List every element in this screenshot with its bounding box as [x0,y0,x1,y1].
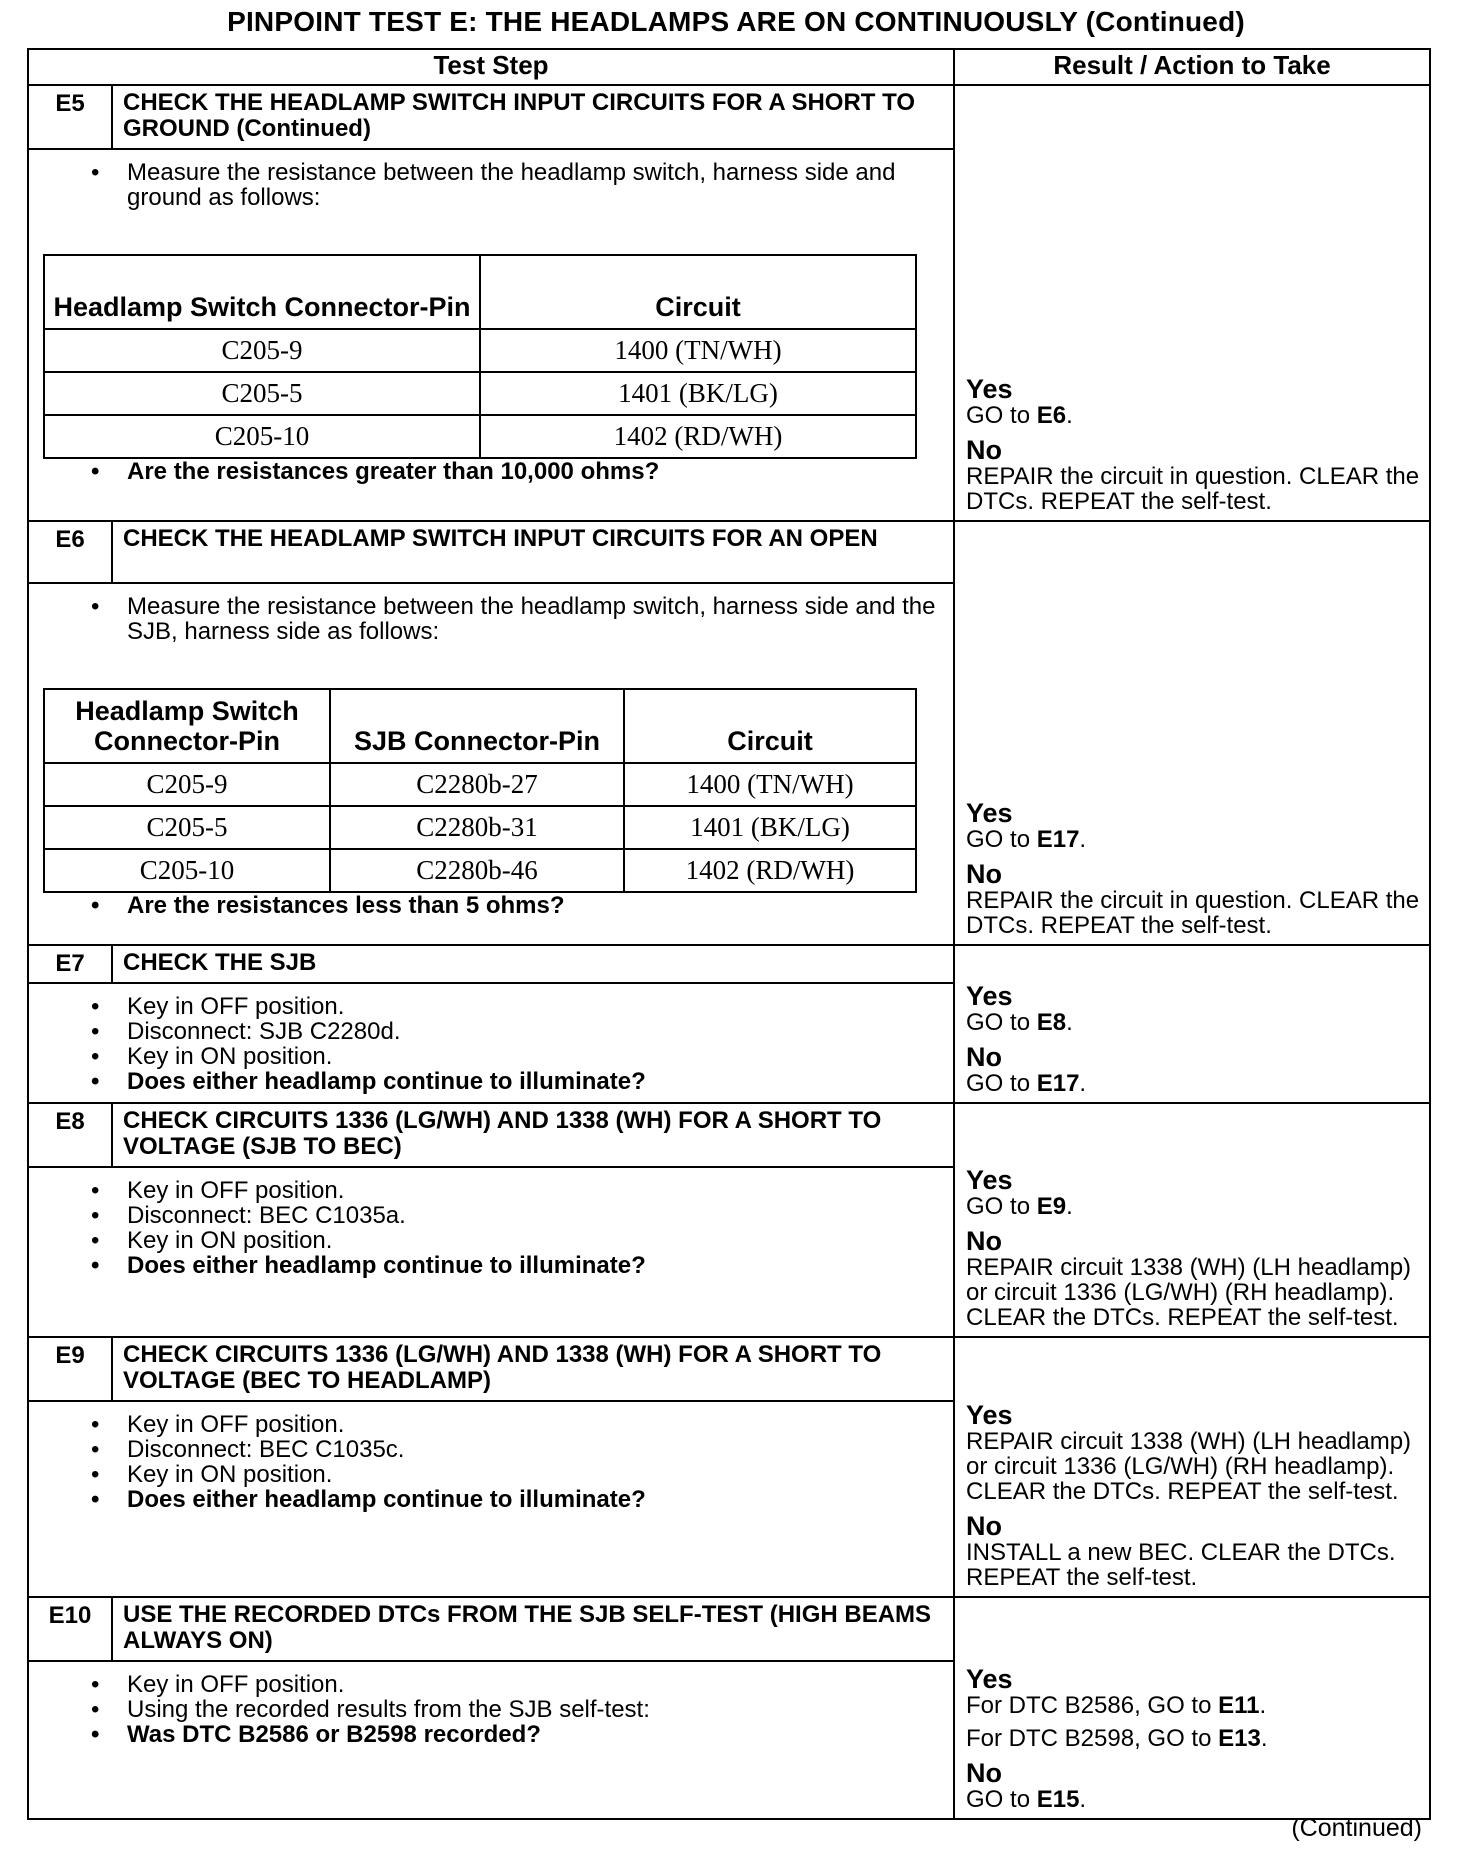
step-title: USE THE RECORDED DTCs FROM THE SJB SELF-TEST (HIGH BEAMS ALWAYS ON) [112,1597,954,1661]
table-cell: C205-5 [44,806,330,849]
step-e5-result: Yes GO to E6. No REPAIR the circuit in question. CLEAR the DTCs. REPEAT the self-test. [954,85,1430,521]
bullet-item: • Key in ON position. [127,1462,939,1487]
step-title: CHECK THE HEADLAMP SWITCH INPUT CIRCUITS FOR AN OPEN [112,521,954,583]
table-cell: 1402 (RD/WH) [624,849,916,892]
bullet-item: • Key in OFF position. [127,1412,939,1437]
question: • Does either headlamp continue to illuminate? [127,1487,939,1512]
yes-action-1: For DTC B2586, GO to [966,1692,1212,1719]
no-target: E17 [1036,1070,1080,1097]
bullet-item: • Key in OFF position. [127,994,939,1019]
table-cell: C205-9 [44,763,330,806]
yes-label: Yes [966,374,1013,404]
no-target: E15 [1036,1786,1080,1813]
yes-label: Yes [966,1165,1013,1195]
test-step-header: Test Step [28,49,954,85]
page-title: PINPOINT TEST E: THE HEADLAMPS ARE ON CONTINUOUSLY (Continued) [227,6,1245,37]
step-e8-title-row [28,1103,1430,1167]
question: • Are the resistances less than 5 ohms? [127,893,939,918]
question: • Was DTC B2586 or B2598 recorded? [127,1722,939,1747]
step-e6-result: Yes GO to E17. No REPAIR the circuit in question. CLEAR the DTCs. REPEAT the self-test. [954,521,1430,945]
col-header: Headlamp Switch Connector-Pin [44,689,330,763]
bullet-item: • Disconnect: SJB C2280d. [127,1019,939,1044]
yes-label: Yes [966,1664,1013,1694]
table-cell: 1400 (TN/WH) [624,763,916,806]
step-title: CHECK THE HEADLAMP SWITCH INPUT CIRCUITS FOR A SHORT TO GROUND (Continued) [112,85,954,149]
yes-target: E8 [1036,1009,1067,1036]
table-cell: C205-5 [44,372,480,415]
yes-target: E9 [1036,1193,1067,1220]
bullet-item: • Key in ON position. [127,1044,939,1069]
yes-target: E17 [1036,826,1080,853]
no-label: No [966,1511,1003,1541]
table-cell: 1400 (TN/WH) [480,329,916,372]
no-label: No [966,435,1003,465]
yes-action: GO to [966,826,1031,853]
table-cell: 1402 (RD/WH) [480,415,916,458]
bullet-item: • Measure the resistance between the headlamp switch, harness side and the SJB, harness side as follows: [127,594,939,644]
step-body [28,1401,954,1597]
step-id: E7 [28,945,112,983]
step-e8-result: Yes GO to E9. No REPAIR circuit 1338 (WH) (LH headlamp) or circuit 1336 (LG/WH) (RH headlamp). CLEAR the DTCs. REPEAT the self-test. [954,1103,1430,1337]
table-cell: 1401 (BK/LG) [624,806,916,849]
bullet-item: • Measure the resistance between the headlamp switch, harness side and ground as follows: [127,160,939,210]
yes-action-2: For DTC B2598, GO to [966,1725,1212,1752]
table-row [44,415,916,458]
step-body [28,149,954,521]
step-body [28,1167,954,1337]
yes-target: E6 [1036,402,1067,429]
no-action: REPAIR circuit 1338 (WH) (LH headlamp) or circuit 1336 (LG/WH) (RH headlamp). CLEAR the DTCs. REPEAT the self-test. [966,1254,1412,1331]
table-cell: C205-10 [44,415,480,458]
col-header: Circuit [480,255,916,329]
step-body [28,983,954,1103]
step-title: CHECK CIRCUITS 1336 (LG/WH) AND 1338 (WH) FOR A SHORT TO VOLTAGE (SJB TO BEC) [112,1103,954,1167]
yes-action: GO to [966,402,1031,429]
col-header: SJB Connector-Pin [330,689,624,763]
table-cell: C2280b-27 [330,763,624,806]
no-label: No [966,1042,1003,1072]
table-row [44,849,916,892]
table-header-row [28,49,1430,85]
yes-label: Yes [966,981,1013,1011]
step-body [28,1661,954,1819]
step-e6-title-row [28,521,1430,583]
pin-table [43,254,917,459]
step-id: E5 [28,85,112,149]
bullet-item: • Disconnect: BEC C1035a. [127,1203,939,1228]
step-e10-result: Yes For DTC B2586, GO to E11. For DTC B2598, GO to E13. No GO to E15. [954,1597,1430,1819]
table-cell: C205-10 [44,849,330,892]
bullet-item: • Key in OFF position. [127,1672,939,1697]
yes-target-2: E13 [1218,1725,1261,1752]
yes-action: GO to [966,1009,1031,1036]
col-header: Circuit [624,689,916,763]
bullet-item: • Disconnect: BEC C1035c. [127,1437,939,1462]
table-row [44,329,916,372]
step-id: E6 [28,521,112,583]
no-label: No [966,1226,1003,1256]
no-label: No [966,1758,1003,1788]
pin-table [43,688,917,893]
table-cell: C205-9 [44,329,480,372]
table-cell: 1401 (BK/LG) [480,372,916,415]
step-e7-result: Yes GO to E8. No GO to E17. [954,945,1430,1103]
step-e10-title-row [28,1597,1430,1661]
yes-target-1: E11 [1218,1692,1260,1719]
table-row [44,372,916,415]
step-e5-title-row [28,85,1430,149]
question: • Does either headlamp continue to illuminate? [127,1253,939,1278]
result-action-header: Result / Action to Take [954,49,1430,85]
step-e9-title-row [28,1337,1430,1401]
test-table [27,48,1429,1820]
yes-label: Yes [966,798,1013,828]
table-row [44,763,916,806]
table-row [44,806,916,849]
col-header: Headlamp Switch Connector-Pin [44,255,480,329]
step-title: CHECK CIRCUITS 1336 (LG/WH) AND 1338 (WH) FOR A SHORT TO VOLTAGE (BEC TO HEADLAMP) [112,1337,954,1401]
bullet-item: • Key in ON position. [127,1228,939,1253]
question: • Does either headlamp continue to illuminate? [127,1069,939,1094]
continued-label: (Continued) [1291,1814,1422,1842]
no-action: INSTALL a new BEC. CLEAR the DTCs. REPEAT the self-test. [966,1539,1396,1591]
table-cell: C2280b-31 [330,806,624,849]
table-cell: C2280b-46 [330,849,624,892]
no-action: GO to [966,1786,1031,1813]
question: • Are the resistances greater than 10,000 ohms? [127,459,939,484]
step-id: E8 [28,1103,112,1167]
step-body [28,583,954,945]
yes-action: REPAIR circuit 1338 (WH) (LH headlamp) or circuit 1336 (LG/WH) (RH headlamp). CLEAR the DTCs. REPEAT the self-test. [966,1428,1412,1505]
bullet-item: • Key in OFF position. [127,1178,939,1203]
no-label: No [966,859,1003,889]
step-id: E9 [28,1337,112,1401]
step-e9-result [954,1337,1430,1597]
step-e7-title-row [28,945,1430,983]
yes-label: Yes [966,1400,1013,1430]
yes-action: GO to [966,1193,1031,1220]
bullet-item: • Using the recorded results from the SJB self-test: [127,1697,939,1722]
no-action: REPAIR the circuit in question. CLEAR the DTCs. REPEAT the self-test. [966,463,1420,515]
step-title: CHECK THE SJB [112,945,954,983]
no-action: GO to [966,1070,1031,1097]
step-id: E10 [28,1597,112,1661]
no-action: REPAIR the circuit in question. CLEAR the DTCs. REPEAT the self-test. [966,887,1420,939]
